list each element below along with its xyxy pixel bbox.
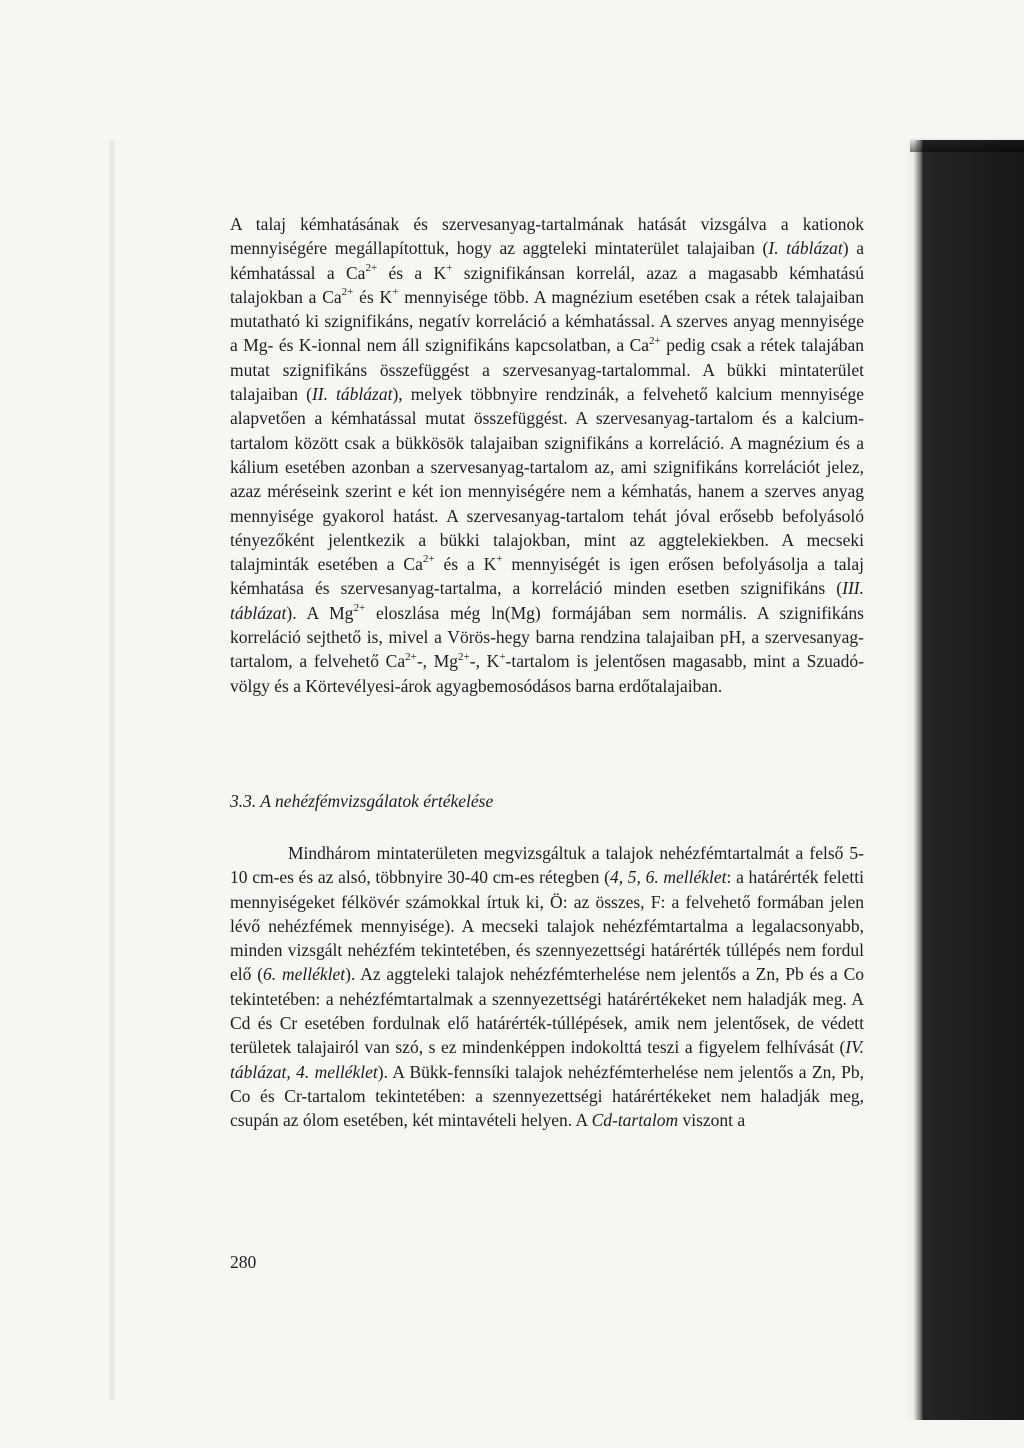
page-edge-shadow: [904, 140, 1024, 1420]
paragraph-cations: [230, 212, 864, 698]
text-run: ) a kémhatással a Ca: [230, 238, 864, 283]
text-run: és a K: [434, 554, 497, 575]
superscript: 2+: [405, 650, 417, 663]
table-reference: II. táblázat: [311, 384, 393, 405]
table-reference: IV. táblázat, 4. melléklet: [230, 1037, 864, 1082]
text-run: és K: [353, 286, 393, 307]
superscript: +: [446, 261, 453, 274]
text-run: A talaj kémhatásának és szervesanyag-tartalmának hatását vizsgálva a kationok mennyiségére megállapítottuk, hogy az aggteleki mintaterület talajaiban (: [230, 214, 864, 259]
superscript: +: [499, 650, 506, 663]
appendix-reference: 6. melléklet: [263, 964, 346, 985]
text-run: mennyiségét is igen erősen befolyásolja a talaj kémhatása és szervesanyag-tartalma, a korreláció minden esetben szignifikáns (: [230, 554, 864, 599]
text-run: -tartalom is jelentősen magasabb, mint a Szuadó-völgy és a Körtevélyesi-árok agyagbemosódásos barna erdőtalajaiban.: [230, 651, 865, 696]
text-run: ). A Bükk-fennsíki talajok nehézfémterhelése nem jelentős a Zn, Pb, Co és Cr-tartalom tekintetében: a szennyezettségi határértékeket nem haladják meg, csupán az ólom esetében, két mintavételi helyen. A: [230, 1061, 864, 1131]
superscript: 2+: [353, 601, 366, 614]
binding-shadow: [108, 140, 116, 1400]
text-run: viszont a: [678, 1110, 746, 1131]
text-run: mennyisége több. A magnézium esetében csak a rétek talajaiban mutatható ki szignifikáns, negatív korreláció a kémhatással. A szerves anyag mennyisége a Mg- és K-ionnal nem áll szignifikáns kapcsolatban, a Ca: [230, 286, 864, 356]
text-run: pedig csak a rétek talajában mutat szignifikáns összefüggést a szervesanyag-tartalommal. A bükki mintaterület talajaiban (: [230, 335, 864, 405]
superscript: +: [392, 286, 399, 299]
superscript: 2+: [365, 261, 378, 274]
text-run: eloszlása még ln(Mg) formájában sem normális. A szignifikáns korreláció sejthető is, mivel a Vörös-hegy barna rendzina talajaiban pH, a szervesanyag-tartalom, a felvehető Ca: [230, 602, 864, 672]
superscript: 2+: [458, 650, 470, 663]
text-run: ). Az aggteleki talajok nehézfémterhelése nem jelentős a Zn, Pb és a Co tekintetében: a nehézfémtartalmak a szennyezettségi határértékeket nem haladják meg. A Cd és Cr esetében fordulnak elő határérték-túllépések, amik nem jelentősek, de védett területek talajairól van szó, s ez mindenképpen indokolttá teszi a figyelem felhívását (: [230, 964, 864, 1058]
text-run: ), melyek többnyire rendzinák, a felvehető kalcium mennyisége alapvetően a kémhatással mutat összefüggést. A szervesanyag-tartalom és a kalcium-tartalom között csak a bükkösök talajaiban szignifikáns a korreláció. A magnézium és a kálium esetében azonban a szervesanyag-tartalom az, ami szignifikáns korrelációt jelez, azaz méréseink szerint e két ion mennyiségére nem a kémhatás, hanem a szerves anyag mennyisége gyakorol hatást. A szervesanyag-tartalom tehát jóval erősebb befolyásoló tényezőként jelentkezik a bükki talajokban, mint az aggtelekiekben. A mecseki talajminták esetében a Ca: [230, 384, 864, 575]
section-heading: 3.3. A nehézfémvizsgálatok értékelése: [230, 791, 494, 811]
emphasis: Cd-tartalom: [591, 1110, 679, 1131]
text-run: -, Mg: [416, 651, 459, 672]
text-run: és a K: [377, 262, 447, 283]
superscript: 2+: [649, 334, 661, 347]
page-number: 280: [230, 1252, 257, 1272]
paragraph-heavy-metals: [230, 841, 864, 1133]
text-run: -, K: [469, 651, 500, 672]
text-run: Mindhárom mintaterületen megvizsgáltuk a talajok nehézfémtartalmát a felső 5-10 cm-es és az alsó, többnyire 30-40 cm-es rétegben (: [230, 843, 864, 888]
superscript: +: [496, 553, 503, 566]
table-reference: III. táblázat: [230, 578, 864, 623]
appendix-reference: 4, 5, 6. melléklet: [609, 867, 727, 888]
superscript: 2+: [422, 553, 435, 566]
superscript: 2+: [341, 286, 354, 299]
text-run: szignifikánsan korrelál, azaz a magasabb kémhatású talajokban a Ca: [230, 262, 865, 307]
table-reference: I. táblázat: [768, 238, 843, 259]
text-run: ). A Mg: [286, 602, 354, 623]
text-run: : a határérték feletti mennyiségeket félkövér számokkal írtuk ki, Ö: az összes, F: a felvehető formában jelen lévő nehézfémek mennyisége). A mecseki talajok nehézfémtartalma a legalacsonyabb, minden vizsgált nehézfém tekintetében, és szennyezettségi határérték túllépés nem fordul elő (: [230, 867, 865, 985]
